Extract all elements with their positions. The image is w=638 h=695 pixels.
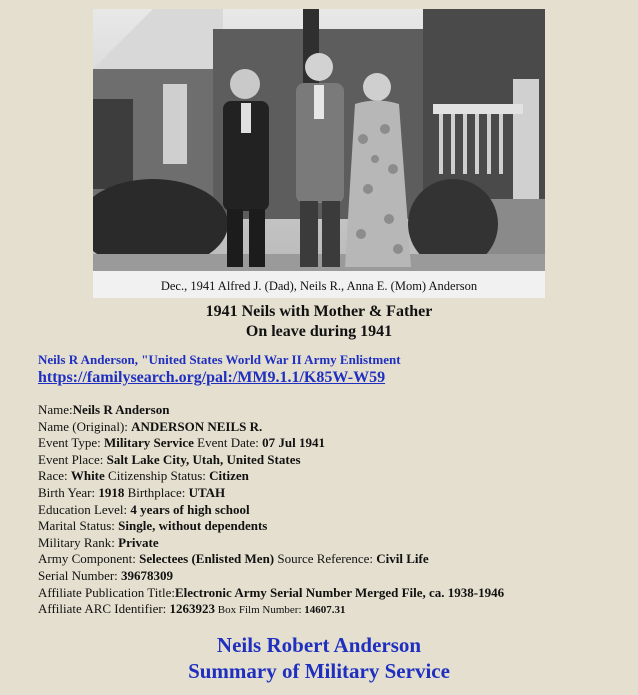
citizenship-value: Citizen bbox=[209, 468, 249, 484]
publication-value: Electronic Army Serial Number Merged File, ca. 1938-1946 bbox=[174, 584, 505, 600]
name-value: Neils R Anderson bbox=[72, 402, 170, 417]
record-row-event-place bbox=[38, 452, 618, 469]
birth-year-value: 1918 bbox=[98, 484, 125, 500]
source-reference-label: Source Reference: bbox=[274, 551, 377, 567]
record-row-marital bbox=[38, 518, 618, 535]
component-value: Selectees (Enlisted Men) bbox=[139, 551, 275, 567]
marital-value: Single, without dependents bbox=[118, 518, 268, 534]
summary-name: Neils Robert Anderson bbox=[216, 633, 422, 657]
education-value: 4 years of high school bbox=[130, 501, 250, 517]
serial-value: 39678309 bbox=[121, 567, 174, 583]
record-row-arc bbox=[38, 601, 618, 619]
box-film-value: 14607.31 bbox=[304, 604, 346, 617]
record-row-event bbox=[38, 435, 618, 452]
summary-title: Summary of Military Service bbox=[188, 659, 450, 683]
event-date-value: 07 Jul 1941 bbox=[262, 435, 325, 451]
birthplace-label: Birthplace: bbox=[124, 484, 189, 500]
birthplace-value: UTAH bbox=[188, 484, 226, 500]
name-label: Name: bbox=[38, 402, 73, 417]
record-row-education bbox=[38, 502, 618, 519]
enlistment-record bbox=[38, 402, 618, 619]
education-label: Education Level: bbox=[38, 501, 131, 517]
record-row-original-name bbox=[38, 419, 618, 436]
marital-label: Marital Status: bbox=[38, 518, 119, 534]
source-citation: Neils R Anderson, "United States World War II Army Enlistment bbox=[38, 352, 401, 367]
birth-year-label: Birth Year: bbox=[38, 484, 99, 500]
serial-label: Serial Number: bbox=[38, 567, 122, 583]
race-value: White bbox=[70, 468, 105, 484]
component-label: Army Component: bbox=[38, 551, 140, 567]
photo-subtitle: On leave during 1941 bbox=[245, 323, 393, 340]
record-row-serial bbox=[38, 568, 618, 585]
record-row-birth bbox=[38, 485, 618, 502]
publication-label: Affiliate Publication Title: bbox=[38, 584, 175, 600]
race-label: Race: bbox=[38, 468, 71, 484]
arc-label: Affiliate ARC Identifier: bbox=[38, 601, 170, 617]
event-place-label: Event Place: bbox=[38, 451, 107, 467]
citizenship-label: Citizenship Status: bbox=[104, 468, 210, 484]
rank-value: Private bbox=[118, 534, 159, 550]
source-reference-value: Civil Life bbox=[376, 551, 429, 567]
photo-caption: Dec., 1941 Alfred J. (Dad), Neils R., Anna E. (Mom) Anderson bbox=[160, 279, 478, 293]
record-row-component bbox=[38, 551, 618, 568]
box-film-label: Box Film Number: bbox=[215, 604, 305, 617]
arc-value: 1263923 bbox=[169, 601, 216, 617]
photo-title: 1941 Neils with Mother & Father bbox=[205, 303, 433, 320]
original-name-label: Name (Original): bbox=[38, 418, 132, 434]
original-name-value: ANDERSON NEILS R. bbox=[131, 418, 263, 434]
record-row-publication bbox=[38, 585, 618, 602]
record-row-rank bbox=[38, 535, 618, 552]
event-type-value: Military Service bbox=[104, 435, 194, 451]
family-photo bbox=[93, 9, 545, 298]
record-row-name bbox=[38, 402, 618, 419]
event-type-label: Event Type: bbox=[38, 435, 105, 451]
rank-label: Military Rank: bbox=[38, 534, 119, 550]
event-place-value: Salt Lake City, Utah, United States bbox=[106, 451, 301, 467]
record-row-race bbox=[38, 468, 618, 485]
event-date-label: Event Date: bbox=[193, 435, 263, 451]
familysearch-link[interactable]: https://familysearch.org/pal:/MM9.1.1/K85W-W59 bbox=[38, 369, 386, 386]
family-photo-illustration bbox=[93, 9, 545, 298]
